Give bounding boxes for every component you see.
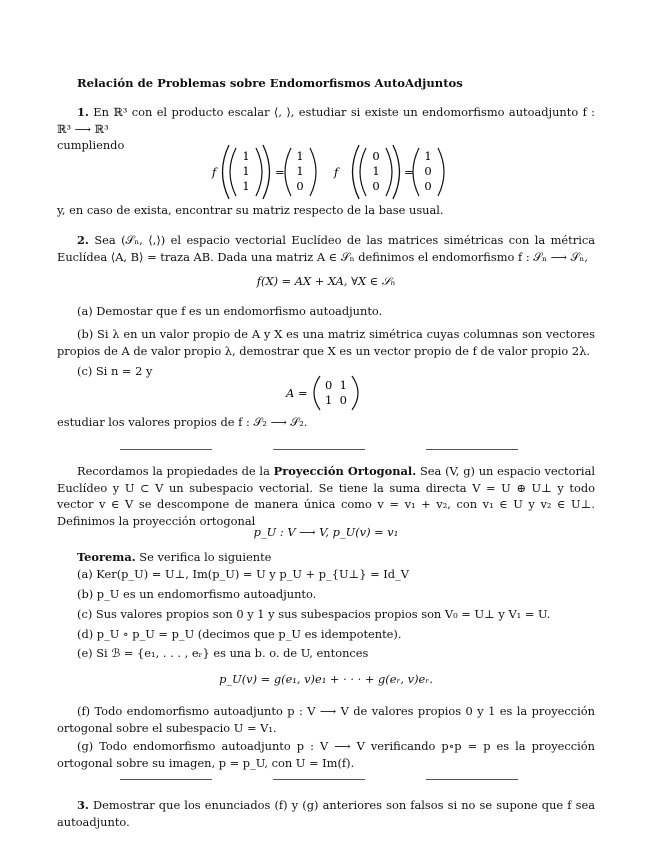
document-title: Relación de Problemas sobre Endomorfismos AutoAdjuntos <box>77 76 463 90</box>
problem-1-matrix-equations <box>0 144 655 200</box>
problem-2 <box>57 232 595 265</box>
separator-2a <box>120 779 212 780</box>
v1-1: 1 <box>242 164 250 178</box>
problem-2-item-c: (c) Si n = 2 y <box>77 364 153 378</box>
v1-0: 1 <box>242 149 250 163</box>
separator-1c <box>426 449 518 450</box>
v1-2: 1 <box>242 179 250 193</box>
projection-intro <box>57 463 595 529</box>
problem-3 <box>57 797 595 830</box>
matrix-a-row1: 0 1 <box>325 378 347 392</box>
theorem-item-b: (b) p_U es un endomorfismo autoadjunto. <box>77 587 317 601</box>
matrix-a <box>0 374 655 412</box>
problem-2-number: 2. <box>77 233 89 247</box>
matrix-a-label: A = <box>286 386 308 400</box>
theorem-item-a: (a) Ker(p_U) = U⊥, Im(p_U) = U y p_U + p_{U⊥} = Id_V <box>77 567 410 581</box>
separator-2c <box>426 779 518 780</box>
separator-1b <box>273 449 365 450</box>
r1-0: 1 <box>296 149 304 163</box>
theorem-bold: Teorema. <box>77 550 136 564</box>
projection-intro-a: Recordamos la propiedades de la <box>77 464 274 478</box>
problem-3-number: 3. <box>77 798 89 812</box>
problem-1-line2: cumpliendo <box>57 138 125 153</box>
problem-1-after: y, en caso de exista, encontrar su matriz respecto de la base usual. <box>57 203 444 217</box>
projection-formula-2: p_U(v) = g(e₁, v)e₁ + · · · + g(eᵣ, v)eᵣ. <box>219 672 433 686</box>
f-symbol-2: f <box>334 165 339 179</box>
problem-1-line1: En ℝ³ con el producto escalar ⟨, ⟩, estudiar si existe un endomorfismo autoadjunto f : ℝ³ ⟶ ℝ³ <box>57 105 596 136</box>
problem-3-text: Demostrar que los enunciados (f) y (g) anteriores son falsos si no se supone que f sea autoadjunto. <box>57 798 596 829</box>
projection-intro-b: Sea (V, g) un espacio vectorial Euclídeo y U ⊂ V un subespacio vectorial. Se tiene la suma directa V = U ⊕ U⊥ y todo vector v ∈ V se descompone de manera única como v = v₁ + v₂, con v₁ ∈ U y v₂ ∈ U⊥. Definimos la proyección ortogonal <box>57 464 596 528</box>
v2-1: 1 <box>372 164 380 178</box>
f-symbol-1: f <box>212 165 217 179</box>
separator-2b <box>273 779 365 780</box>
projection-intro-bold: Proyección Ortogonal. <box>273 464 417 478</box>
problem-2-formula: f(X) = AX + XA, ∀X ∈ 𝒮ₙ <box>256 274 396 288</box>
v2-2: 0 <box>372 179 380 193</box>
problem-2-after: estudiar los valores propios de f : 𝒮₂ ⟶ 𝒮₂. <box>57 415 308 429</box>
r2-0: 1 <box>424 149 432 163</box>
matrix-a-row2: 1 0 <box>325 393 347 407</box>
theorem-item-f: (f) Todo endomorfismo autoadjunto p : V ⟶ V de valores propios 0 y 1 es la proyección ortogonal sobre el subespacio U = V₁. <box>57 704 595 735</box>
theorem-item-d: (d) p_U ∘ p_U = p_U (decimos que p_U es idempotente). <box>77 627 402 641</box>
problem-2-item-b: (b) Si λ en un valor propio de A y X es una matriz simétrica cuyas columnas son vectores propios de A de valor propio λ, demostrar que X es un vector propio de f de valor propio 2λ. <box>57 327 595 358</box>
r1-1: 1 <box>296 164 304 178</box>
problem-1-number: 1. <box>77 105 89 119</box>
theorem-heading <box>57 549 595 566</box>
eq-1: = <box>275 165 285 179</box>
r1-2: 0 <box>296 179 304 193</box>
theorem-item-g: (g) Todo endomorfismo autoadjunto p : V ⟶ V verificando p∘p = p es la proyección ortogonal sobre su imagen, p = p_U, con U = Im(f). <box>57 739 595 770</box>
theorem-item-e: (e) Si ℬ = {e₁, . . . , eᵣ} es una b. o. de U, entonces <box>77 646 369 660</box>
r2-1: 0 <box>424 164 432 178</box>
problem-2-item-a: (a) Demostar que f es un endomorfismo autoadjunto. <box>77 304 383 318</box>
r2-2: 0 <box>424 179 432 193</box>
problem-2-text: Sea (𝒮ₙ, ⟨,⟩) el espacio vectorial Euclídeo de las matrices simétricas con la métrica Euclídea ⟨A, B⟩ = traza AB. Dada una matriz A ∈ 𝒮ₙ definimos el endomorfismo f : 𝒮ₙ ⟶ 𝒮ₙ, <box>57 233 596 264</box>
v2-0: 0 <box>372 149 380 163</box>
projection-formula: p_U : V ⟶ V, p_U(v) = v₁ <box>253 525 399 539</box>
theorem-rest: Se verifica lo siguiente <box>135 550 272 564</box>
theorem-item-c: (c) Sus valores propios son 0 y 1 y sus subespacios propios son V₀ = U⊥ y V₁ = U. <box>77 607 551 621</box>
eq-2: = <box>404 165 414 179</box>
separator-1a <box>120 449 212 450</box>
